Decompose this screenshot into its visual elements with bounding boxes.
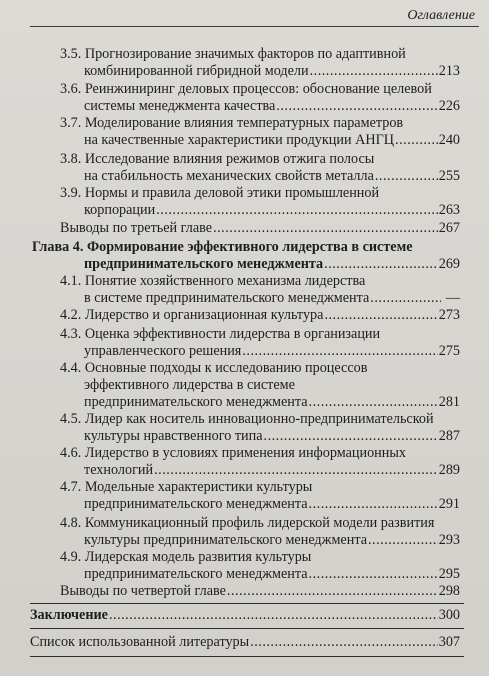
leader-dots	[264, 428, 438, 445]
running-header-title: Оглавление	[407, 8, 475, 23]
leader-dots	[368, 532, 438, 549]
leader-dots	[375, 168, 438, 185]
toc-page-number: 263	[438, 202, 460, 218]
toc-chapter-entry	[32, 239, 460, 273]
leader-dots	[324, 256, 438, 273]
toc-entry-last-line	[60, 496, 460, 513]
toc-entry	[60, 583, 460, 600]
toc-entry	[60, 185, 460, 219]
toc-entry-title-line: системы менеджмента качества	[84, 98, 276, 114]
toc-page-number: —	[445, 290, 460, 306]
toc-entry-title-line: на стабильность механических свойств металла	[84, 168, 374, 184]
leader-dots	[213, 220, 438, 237]
toc-entry-last-line	[60, 98, 460, 115]
toc-entry-title-line: Выводы по третьей главе	[60, 220, 213, 236]
toc-entry	[60, 115, 460, 149]
leader-dots	[154, 462, 438, 479]
leader-dots	[156, 202, 438, 219]
toc-entry-title-line: Список использованной литературы	[30, 634, 250, 650]
toc-entry-title-line: 4.2. Лидерство и организационная культура	[60, 307, 324, 323]
running-header	[30, 8, 479, 27]
toc-entry	[60, 151, 460, 185]
toc-page-number: 298	[438, 583, 460, 599]
leader-dots	[370, 290, 441, 307]
toc-page-number: 281	[438, 394, 460, 410]
toc-entry-title-line: комбинированной гибридной модели	[84, 63, 309, 79]
toc-entry-title-line: предпринимательского менеджмента	[84, 566, 308, 582]
leader-dots	[309, 566, 438, 583]
toc-page-number: 293	[438, 532, 460, 548]
toc-page-number: 226	[438, 98, 460, 114]
toc-page-number: 307	[438, 634, 460, 650]
leader-dots	[310, 63, 438, 80]
toc-entry-title-line: 4.4. Основные подходы к исследованию процессов	[60, 360, 368, 376]
toc-entry-title-line: корпорации	[84, 202, 156, 218]
toc-entry-title-line: 4.1. Понятие хозяйственного механизма лидерства	[60, 273, 366, 289]
toc-entry-last-line	[32, 256, 460, 273]
toc-entry-title-line: 3.7. Моделирование влияния температурных параметров	[60, 115, 404, 131]
toc-entry-last-line	[60, 343, 460, 360]
toc-entry-title-line: 4.3. Оценка эффективности лидерства в организации	[60, 326, 381, 342]
toc-entry-last-line	[60, 532, 460, 549]
toc-entry-last-line	[60, 583, 460, 600]
toc-entry-title-line: 4.6. Лидерство в условиях применения информационных	[60, 445, 406, 461]
toc-page-number: 269	[438, 256, 460, 272]
leader-dots	[276, 98, 437, 115]
toc-page-number: 267	[438, 220, 460, 236]
divider	[30, 603, 464, 604]
toc-entry	[60, 220, 460, 237]
toc-page-number: 291	[438, 496, 460, 512]
toc-entry-last-line	[60, 566, 460, 583]
toc-entry-last-line	[60, 132, 460, 149]
leader-dots	[309, 394, 438, 411]
toc-entry	[60, 46, 460, 80]
leader-dots	[242, 343, 437, 360]
toc-entry-title-line: 4.7. Модельные характеристики культуры	[60, 479, 313, 495]
leader-dots	[395, 132, 438, 149]
toc-entry-title-line: 4.9. Лидерская модель развития культуры	[60, 549, 312, 565]
toc-page-number: 295	[438, 566, 460, 582]
toc-page-number: 273	[438, 307, 460, 323]
toc-entry-title-line: 3.6. Реинжиниринг деловых процессов: обоснование целевой	[60, 81, 432, 97]
toc-entry-last-line	[60, 307, 460, 324]
toc-entry-title-line: в системе предпринимательского менеджмента	[84, 290, 370, 306]
toc-entry	[60, 326, 460, 360]
toc-entry	[30, 607, 460, 624]
leader-dots	[109, 607, 438, 624]
toc-entry-last-line	[60, 168, 460, 185]
toc-page-number: 213	[438, 63, 460, 79]
toc-entry-last-line	[60, 63, 460, 80]
toc-chapter-title-line: Глава 4. Формирование эффективного лидерства в системе	[32, 239, 413, 255]
divider	[30, 628, 464, 629]
toc-entry-last-line	[60, 428, 460, 445]
toc-entry	[60, 479, 460, 513]
toc-entry-title-line: Выводы по четвертой главе	[60, 583, 226, 599]
divider	[30, 656, 464, 657]
toc-entry-last-line	[60, 394, 460, 411]
toc-entry-last-line	[60, 290, 460, 307]
leader-dots	[309, 496, 438, 513]
toc-entry-title-line: эффективного лидерства в системе	[84, 377, 295, 393]
toc-entry-title-line: предпринимательского менеджмента	[84, 496, 308, 512]
toc-entry-last-line	[60, 202, 460, 219]
toc-entry-last-line	[30, 607, 460, 624]
toc-entry-last-line	[30, 634, 460, 651]
toc-page-number: 255	[438, 168, 460, 184]
toc-entry	[60, 307, 460, 324]
toc-page-number: 275	[438, 343, 460, 359]
toc-entry	[60, 515, 460, 549]
toc-entry-last-line	[60, 220, 460, 237]
toc-entry	[60, 411, 460, 445]
toc-entry	[30, 634, 460, 651]
toc-chapter-title-line: предпринимательского менеджмента	[84, 256, 324, 272]
toc-entry-title-line: на качественные характеристики продукции АНГЦ	[84, 132, 395, 148]
toc-entry-title-line: Заключение	[30, 607, 108, 623]
toc-entry-title-line: предпринимательского менеджмента	[84, 394, 308, 410]
toc-entry-title-line: 4.5. Лидер как носитель инновационно-предпринимательской	[60, 411, 434, 427]
toc-entry	[60, 81, 460, 115]
toc-entry	[60, 273, 460, 307]
toc-entry-title-line: 3.5. Прогнозирование значимых факторов по адаптивной	[60, 46, 406, 62]
toc-entry-title-line: культуры предпринимательского менеджмента	[84, 532, 367, 548]
toc-entry-title-line: культуры нравственного типа	[84, 428, 263, 444]
toc-page-number: 300	[438, 607, 460, 623]
toc-page-number: 287	[438, 428, 460, 444]
toc-entry-title-line: 4.8. Коммуникационный профиль лидерской модели развития	[60, 515, 435, 531]
leader-dots	[227, 583, 438, 600]
toc-entry-title-line: 3.8. Исследование влияния режимов отжига полосы	[60, 151, 375, 167]
toc-entry	[60, 549, 460, 583]
toc-entry-title-line: технологий	[84, 462, 154, 478]
toc-entry-title-line: 3.9. Нормы и правила деловой этики промышленной	[60, 185, 380, 201]
leader-dots	[324, 307, 437, 324]
toc-entry-title-line: управленческого решения	[84, 343, 242, 359]
toc-page-number: 289	[438, 462, 460, 478]
leader-dots	[250, 634, 438, 651]
toc-page-number: 240	[438, 132, 460, 148]
toc-entry	[60, 360, 460, 411]
toc-entry-last-line	[60, 462, 460, 479]
toc-entry	[60, 445, 460, 479]
